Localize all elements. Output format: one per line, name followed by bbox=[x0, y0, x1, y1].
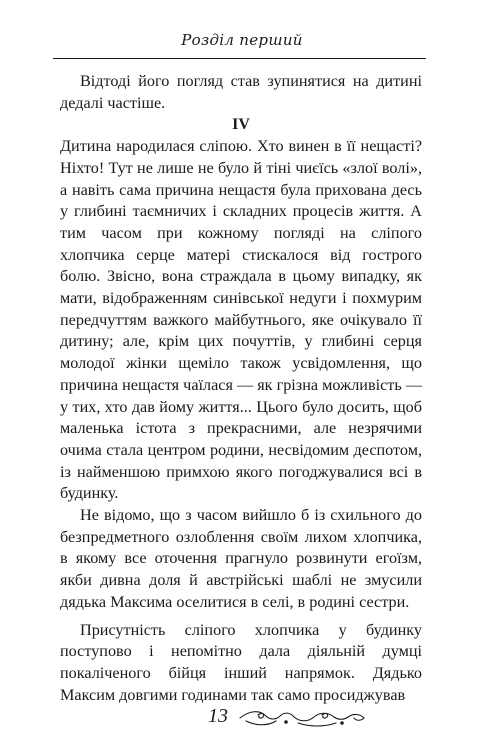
header-rule-divider bbox=[53, 58, 426, 59]
paragraph-2: Не відомо, що з часом вийшло б із схильного до безпредметного озлоблення своїм лихом хлопчика, в якому все оточення прагнуло розвинути егоїзм, якби дивна доля й австрійські шаблі не змусили дядька Максима оселитися в селі, в родині сестри. bbox=[60, 506, 422, 611]
page-footer bbox=[0, 704, 484, 734]
running-head-chapter-title: Розділ перший bbox=[181, 31, 303, 49]
section-heading-roman-numeral: IV bbox=[232, 116, 250, 134]
paragraph-intro: Відтоді його погляд став зупинятися на дитині дедалі частіше. bbox=[60, 72, 422, 112]
paragraph-3: Присутність сліпого хлопчика у будинку поступово і непомітно дала діяльній думці покаліченого бійця інший напрямок. Дядько Максим довгими годинами так само просиджував bbox=[60, 620, 422, 704]
paragraph-1: Дитина народилася сліпою. Хто винен в її нещасті? Ніхто! Тут не лише не було й тіні чиєїсь «злої волі», а навіть сама причина нещастя була прихована десь у глибині таємничих і складних процесів життя. А тим часом при кожному погляді на сліпого хлопчика серце матері стискалося від гострого болю. Звісно, вона страждала в цьому випадку, як мати, відображенням синівської недуги і похмурим передчуттям важкого майбутнього, яке очікувало її дитину; але, крім цих почуттів, у глибині серця молодої жінки щеміло також усвідомлення, що причина нещастя чаїлася — як грізна можливість — у тих, хто дав йому життя... Цього було досить, щоб маленька істота з прекрасними, але незрячими очима стала центром родини, несвідомим деспотом, із найменшою примхою якого погоджувалися всі в будинку. bbox=[60, 137, 422, 503]
flourish-ornament-icon bbox=[238, 707, 368, 729]
page-number: 13 bbox=[208, 705, 228, 727]
body-text bbox=[60, 71, 422, 706]
